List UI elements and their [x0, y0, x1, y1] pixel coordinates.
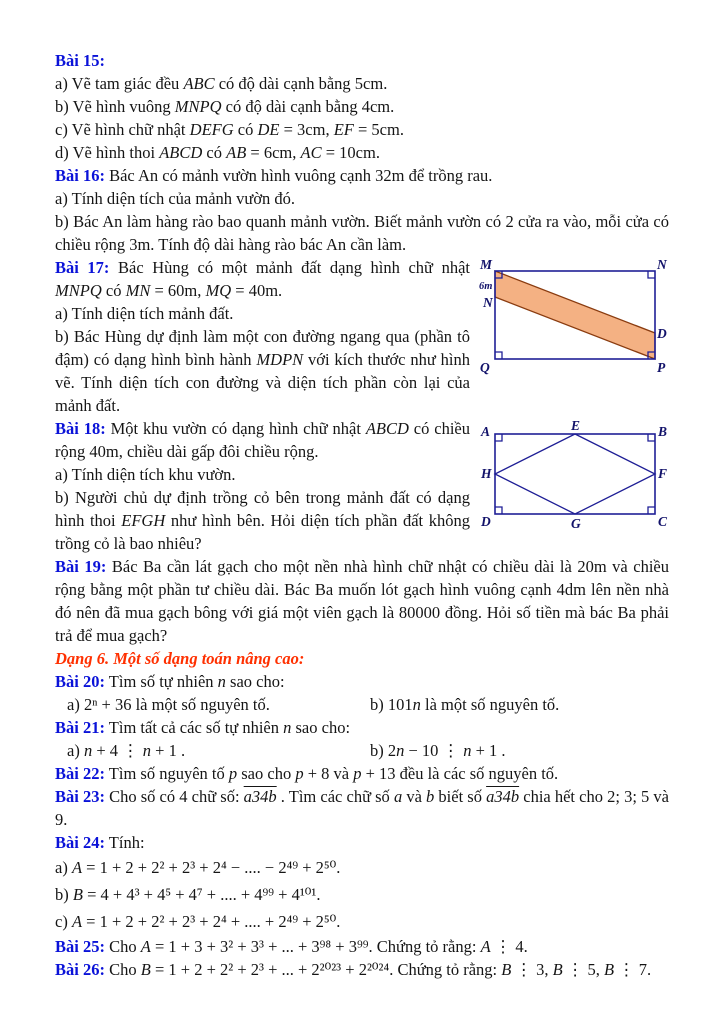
vertex-label-N-top: N — [657, 259, 667, 272]
text-run: + 4 ⋮ — [92, 741, 143, 760]
text-run: a) Tính diện tích mảnh đất. — [55, 304, 234, 323]
text-run: Cho — [104, 937, 141, 956]
text-run: c) Vẽ hình chữ nhật — [55, 120, 190, 139]
text-run: MQ — [205, 281, 232, 300]
text-run: n — [83, 741, 93, 760]
text-run: và — [402, 787, 427, 806]
text-run: B — [501, 960, 512, 979]
text-run: n — [142, 741, 152, 760]
text-run: . Tìm các chữ số — [276, 787, 394, 806]
text-run: p — [228, 764, 238, 783]
section-heading: Dạng 6. Một số dạng toán nâng cao: — [55, 649, 305, 668]
exercise-label: Bài 21: — [55, 718, 105, 737]
ex20-options — [55, 693, 669, 716]
vertex-label-C: C — [658, 514, 668, 529]
text-run: n — [396, 741, 405, 760]
ex15-title — [55, 49, 669, 72]
ex15-item-b — [55, 95, 669, 118]
text-run: = 1 + 2 + 2² + 2³ + ... + 2²⁰²³ + 2²⁰²⁴. Chứng tỏ rằng: — [150, 960, 502, 979]
text-run: a) — [67, 741, 84, 760]
ex24-item-c — [55, 908, 669, 935]
text-run: ABC — [183, 74, 215, 93]
text-run: n — [283, 718, 292, 737]
text-run: b) Vẽ hình vuông — [55, 97, 175, 116]
text-run: b — [426, 787, 435, 806]
text-run: Tìm số tự nhiên — [104, 672, 218, 691]
text-run: p — [295, 764, 304, 783]
text-run: a) 2ⁿ + 36 là một số nguyên tố. — [67, 695, 270, 714]
text-run: B — [72, 885, 83, 904]
text-run: a) — [55, 858, 72, 877]
ex16-item-b — [55, 210, 669, 256]
rhombus-efgh — [495, 434, 655, 514]
ex21-option-b — [370, 739, 669, 762]
exercise-label: Bài 16: — [55, 166, 105, 185]
text-run: Một khu vườn có dạng hình chữ nhật — [105, 419, 366, 438]
text-run: = 1 + 2 + 2² + 2³ + 2⁴ − .... − 2⁴⁹ + 2⁵⁰. — [82, 858, 341, 877]
exercise-label: Bài 22: — [55, 764, 105, 783]
text-run: b) Bác Hùng dự định làm một con đường ngang qua (phần tô đậm) có dạng hình bình hành — [55, 327, 470, 369]
ex24-item-a — [55, 854, 669, 881]
text-run: sao cho — [237, 764, 296, 783]
ex15-item-a — [55, 72, 669, 95]
exercise-label: Bài 25: — [55, 937, 105, 956]
text-run: b) — [55, 885, 73, 904]
ex20-option-a — [67, 693, 370, 716]
ex24-intro — [55, 831, 669, 854]
text-run: = 1 + 2 + 2² + 2³ + 2⁴ + .... + 2⁴⁹ + 2⁵⁰. — [82, 912, 341, 931]
figure-rectangle-abcd-rhombus — [479, 420, 669, 532]
text-run: ABCD — [365, 419, 409, 438]
ex23-text — [55, 785, 669, 831]
text-run: EF — [333, 120, 354, 139]
text-run: B — [552, 960, 563, 979]
ex21-options — [55, 739, 669, 762]
text-run: n — [217, 672, 226, 691]
text-run: + 1 . — [151, 741, 186, 760]
text-run: ⋮ 7. — [614, 960, 652, 979]
corner-mark-top-left — [495, 434, 502, 441]
text-run: = 4 + 4³ + 4⁵ + 4⁷ + .... + 4⁹⁹ + 4¹⁰¹. — [82, 885, 321, 904]
text-run: Cho — [104, 960, 141, 979]
vertex-label-H: H — [481, 466, 492, 481]
vertex-label-M: M — [480, 259, 493, 272]
exercise-label: Bài 18: — [55, 419, 106, 438]
text-run: Bác An có mảnh vườn hình vuông cạnh 32m để trồng rau. — [104, 166, 493, 185]
text-run: d) Vẽ hình thoi — [55, 143, 160, 162]
exercise-label: Bài 26: — [55, 960, 105, 979]
text-run: b) Bác An làm hàng rào bao quanh mảnh vườn. Biết mảnh vườn có 2 cửa ra vào, mỗi cửa có chiều rộng 3m. Tính độ dài hàng rào bác An cần làm. — [55, 212, 669, 254]
text-run: MN — [125, 281, 151, 300]
ex21-option-a — [67, 739, 370, 762]
text-run: A — [480, 937, 491, 956]
text-run: b) 101 — [370, 695, 413, 714]
text-run: p — [353, 764, 362, 783]
text-run: với kích thước như hình vẽ. Tính diện tích con đường và diện tích phần còn lại của mảnh đất. — [55, 350, 470, 415]
text-run: Tìm tất cả các số tự nhiên — [104, 718, 284, 737]
text-run: = 10cm. — [321, 143, 380, 162]
text-run: = 5cm. — [353, 120, 404, 139]
corner-mark-top-right — [648, 434, 655, 441]
text-run: MDPN — [256, 350, 304, 369]
text-run: Cho số có 4 chữ số: — [104, 787, 244, 806]
text-run: MNPQ — [55, 281, 102, 300]
text-run: + 8 và — [303, 764, 354, 783]
text-run: sao cho: — [291, 718, 351, 737]
text-run: như hình bên. Hỏi diện tích phần đất không trồng cỏ là bao nhiêu? — [55, 511, 470, 553]
text-run: A — [71, 858, 83, 877]
section-dang6 — [55, 647, 669, 670]
vertex-label-N-road: N — [483, 295, 493, 310]
ex20-option-b — [370, 693, 669, 716]
text-run: ⋮ 3, — [511, 960, 553, 979]
vertex-label-G: G — [571, 516, 581, 531]
text-run: DEFG — [189, 120, 234, 139]
vertex-label-P: P — [657, 360, 666, 375]
text-run: MNPQ — [174, 97, 222, 116]
exercise-label: Bài 15: — [55, 51, 105, 70]
text-run: có — [101, 281, 126, 300]
text-run: A — [140, 937, 151, 956]
text-run: n — [463, 741, 472, 760]
text-run: a) Tính diện tích khu vườn. — [55, 465, 236, 484]
vertex-label-D: D — [657, 326, 667, 341]
text-run: + 13 đều là các số nguyên tố. — [361, 764, 559, 783]
text-run: = 1 + 3 + 3² + 3³ + ... + 3⁹⁸ + 3⁹⁹. Chứng tỏ rằng: — [150, 937, 481, 956]
exercise-label: Bài 20: — [55, 672, 105, 691]
ex20-intro — [55, 670, 669, 693]
text-run: = 6cm, — [246, 143, 301, 162]
text-run: b) 2 — [370, 741, 397, 760]
mnpq-figure — [479, 259, 669, 377]
ex24-item-b — [55, 881, 669, 908]
ex25-text — [55, 935, 669, 958]
road-band-parallelogram — [495, 271, 655, 359]
text-run: B — [140, 960, 151, 979]
text-run: Tìm số nguyên tố — [104, 764, 229, 783]
text-run: có độ dài cạnh bằng 4cm. — [221, 97, 395, 116]
abcd-rectangle-outline — [495, 434, 655, 514]
ex16-intro — [55, 164, 669, 187]
text-run: n — [412, 695, 421, 714]
exercise-label: Bài 23: — [55, 787, 105, 806]
corner-mark-bottom-left — [495, 507, 502, 514]
text-run: biết số — [434, 787, 487, 806]
text-run: a34b — [486, 787, 520, 806]
text-run: + 1 . — [471, 741, 506, 760]
text-run: có — [202, 143, 227, 162]
road-width-label-6m: 6m — [479, 281, 493, 292]
text-run: a34b — [243, 787, 277, 806]
exercise-label: Bài 19: — [55, 557, 107, 576]
text-run: c) — [55, 912, 72, 931]
ex19-text — [55, 555, 669, 647]
corner-mark-top-right — [648, 271, 655, 278]
ex22-text — [55, 762, 669, 785]
ex21-intro — [55, 716, 669, 739]
exercise-label: Bài 17: — [55, 258, 110, 277]
text-run: ABCD — [159, 143, 203, 162]
vertex-label-F: F — [658, 466, 668, 481]
text-run: a — [393, 787, 403, 806]
text-run: B — [603, 960, 615, 979]
text-run: A — [71, 912, 83, 931]
vertex-label-E: E — [571, 420, 581, 433]
corner-mark-bottom-right — [648, 507, 655, 514]
text-run: DE — [257, 120, 280, 139]
ex15-item-c — [55, 118, 669, 141]
text-run: sao cho: — [225, 672, 285, 691]
text-run: là một số nguyên tố. — [420, 695, 560, 714]
text-run: AB — [226, 143, 247, 162]
text-run: = 3cm, — [279, 120, 334, 139]
text-run: a) Tính diện tích của mảnh vườn đó. — [55, 189, 296, 208]
ex26-text — [55, 958, 669, 981]
figure-rectangle-mnpq-road — [479, 259, 669, 377]
text-run: Bác Ba cần lát gạch cho một nền nhà hình chữ nhật có chiều dài là 20m và chiều rộng bằng một phần tư chiều dài. Bác Ba muốn lót gạch hình vuông cạnh 4dm lên nền nhà đó nên đã mua gạch bông với giá một viên gạch là 80000 đồng. Hỏi số tiền mà bác Ba phải trả để mua gạch? — [55, 557, 669, 645]
ex16-item-a — [55, 187, 669, 210]
vertex-label-D: D — [481, 514, 491, 529]
ex15-item-d — [55, 141, 669, 164]
text-run: có độ dài cạnh bằng 5cm. — [214, 74, 388, 93]
text-run: = 40m. — [231, 281, 283, 300]
text-run: EFGH — [121, 511, 166, 530]
vertex-label-A: A — [481, 424, 491, 439]
corner-mark-bottom-left — [495, 352, 502, 359]
text-run: ⋮ 5, — [562, 960, 604, 979]
text-run: b) Người chủ dự định trồng cỏ bên trong mảnh đất có dạng hình thoi — [55, 488, 470, 530]
abcd-figure — [479, 420, 669, 532]
text-run: có chiều rộng 40m, chiều dài gấp đôi chiều rộng. — [55, 419, 470, 461]
vertex-label-Q: Q — [480, 360, 490, 375]
text-run: a) Vẽ tam giác đều — [55, 74, 184, 93]
text-run: AC — [300, 143, 322, 162]
text-run: chia hết cho 2; 3; 5 và 9. — [55, 787, 669, 829]
text-run: có — [233, 120, 258, 139]
text-run: = 60m, — [150, 281, 206, 300]
text-run: Tính: — [104, 833, 145, 852]
text-run: − 10 ⋮ — [404, 741, 464, 760]
vertex-label-B: B — [658, 424, 668, 439]
exercise-label: Bài 24: — [55, 833, 105, 852]
text-run: ⋮ 4. — [490, 937, 528, 956]
text-run: Bác Hùng có một mảnh đất dạng hình chữ nhật — [109, 258, 470, 277]
